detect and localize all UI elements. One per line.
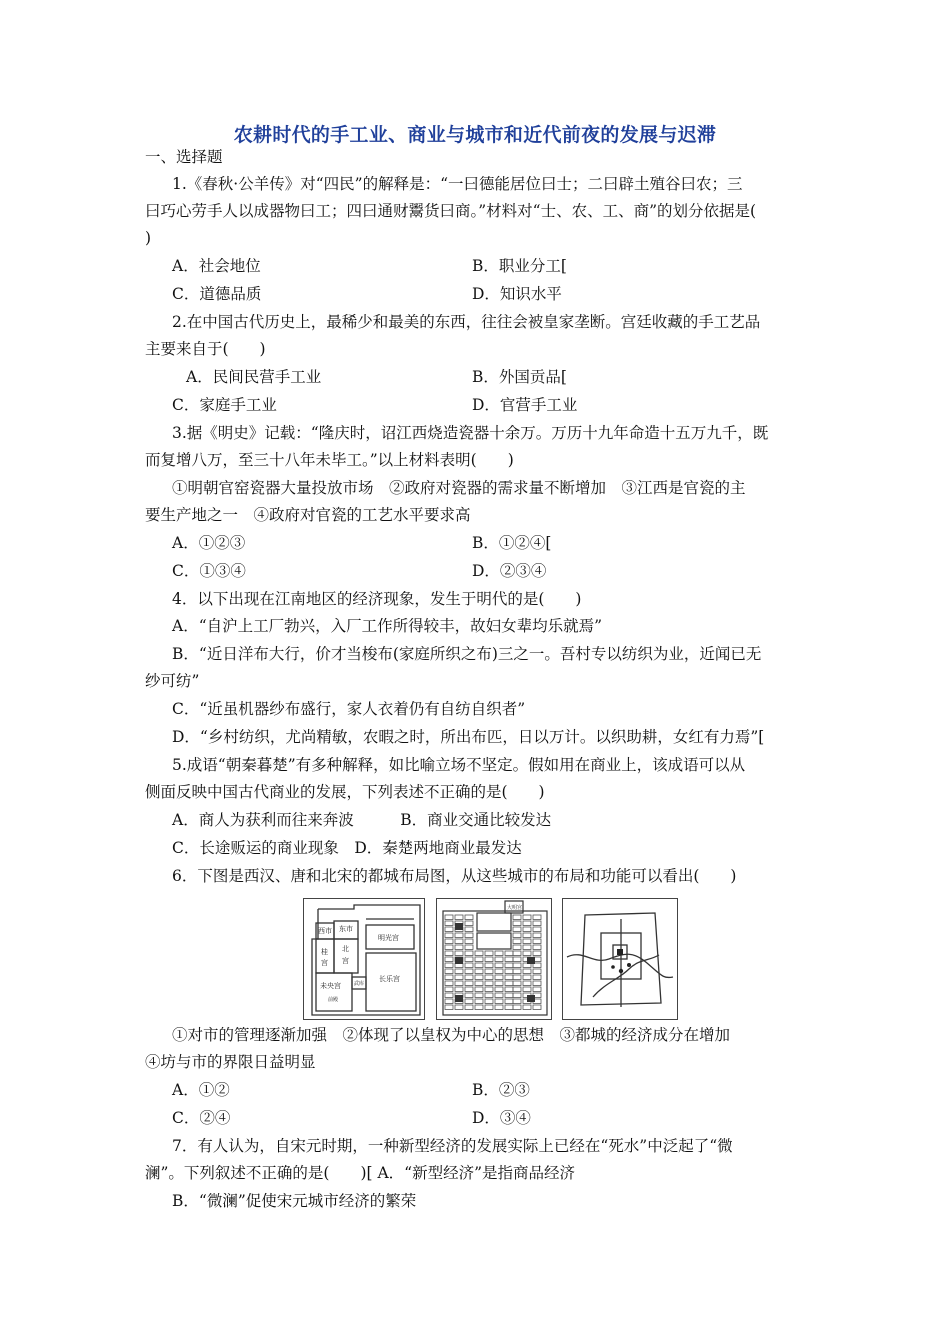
ward-block [465,939,473,944]
q5-stem: 侧面反映中国古代商业的发展，下列表述不正确的是( ) [145,783,545,801]
ward-block [445,939,453,944]
ward-block [455,1005,463,1010]
q3-option-a: A．①②③ [172,534,246,552]
q7-stem: 澜”。下列叙述不正确的是( )[ A．“新型经济”是指商品经济 [145,1164,576,1182]
q3-option-c: C．①③④ [172,562,246,580]
ward-block [465,921,473,926]
ward-block [533,933,541,938]
q3-stem: 而复增八万，至三十八年未毕工。”以上材料表明( ) [145,451,514,469]
ward-block [523,915,531,920]
ward-block [455,981,463,986]
q2-stem: 2.在中国古代历史上，最稀少和最美的东西，往往会被皇家垄断。宫廷收藏的手工艺品 [172,313,761,331]
ward-block [475,1005,483,1010]
q1-option-a: A．社会地位 [172,257,261,275]
ward-block [533,1005,541,1010]
ward-block [445,999,453,1004]
ward-block [533,939,541,944]
ward-block [513,951,521,956]
ward-block [445,933,453,938]
ward-block [475,987,483,992]
ward-block [523,939,531,944]
ward-block [485,1005,493,1010]
ward-block [465,951,473,956]
ward-block [495,963,503,968]
ward-block [533,921,541,926]
ward-block [505,963,513,968]
ward-block [485,957,493,962]
ward-block [465,915,473,920]
q4-option-a: A．“自沪上工厂勃兴，入厂工作所得较丰，故妇女辈均乐就焉” [172,617,603,635]
ward-block [495,957,503,962]
ward-block [475,981,483,986]
q3-statements: ①明朝官窑瓷器大量投放市场 ②政府对瓷器的需求量不断增加 ③江西是官瓷的主 [172,479,746,497]
q4-option-b: 纱可纺” [145,672,200,690]
q4-option-d: D．“乡村纺织，尤尚精敏，农暇之时，所出布匹，日以万计。以织助耕，女红有力焉”[ [172,728,765,746]
q6-stem: 6．下图是西汉、唐和北宋的都城布局图，从这些城市的布局和功能可以看出( ) [172,867,737,885]
ward-block [523,987,531,992]
ward-block [445,1005,453,1010]
map-label-mingguang: 明光宫 [378,934,399,942]
ward-block [465,927,473,932]
map-label-dongshi: 东市 [339,925,353,933]
q4-option-b: B．“近日洋布大行，价才当梭布(家庭所织之布)三之一。吾村专以纺织为业，近闻已无 [172,645,762,663]
ward-block [495,999,503,1004]
map-label-gong: 宫 [342,957,349,965]
ward-block [465,1005,473,1010]
ward-block [485,975,493,980]
ward-block [533,951,541,956]
ward-block [445,969,453,974]
ward-block [445,927,453,932]
q4-stem: 4．以下出现在江南地区的经济现象，发生于明代的是( ) [172,590,582,608]
ward-block [445,975,453,980]
q1-option-b: B．职业分工[ [472,257,567,275]
ward-block [455,915,463,920]
ward-block [533,915,541,920]
ward-block [513,915,521,920]
map-label-gui: 桂 [321,948,328,956]
q2-option-c: C．家庭手工业 [172,396,277,414]
ward-block [485,993,493,998]
changan-han-map [303,898,425,1020]
section-heading: 一、选择题 [145,148,223,166]
ward-block [533,975,541,980]
ward-block [445,921,453,926]
ward-block [513,963,521,968]
ward-block [475,969,483,974]
ward-block [495,981,503,986]
ward-block [533,927,541,932]
ward-block [513,981,521,986]
ward-block [485,951,493,956]
capital-layout-figures [303,898,679,1020]
ward-block [445,987,453,992]
q1-stem: 1.《春秋·公羊传》对“四民”的解释是：“一曰德能居位曰士；二曰辟土殖谷曰农；三 [172,175,743,193]
ward-block [513,921,521,926]
q2-stem: 主要来自于( ) [145,340,266,358]
ward-block [495,975,503,980]
q6-option-c: C．②④ [172,1109,231,1127]
ward-block [523,951,531,956]
q4-option-c: C．“近虽机器纱布盛行，家人衣着仍有自纺自织者” [172,700,526,718]
ward-block [505,981,513,986]
q6-option-d: D．③④ [472,1109,531,1127]
changan-tang-map [436,898,552,1020]
ward-block [505,969,513,974]
map-label-changle: 长乐宫 [379,975,400,983]
ward-block [465,999,473,1004]
ward-block [533,969,541,974]
kaifeng-song-map [562,898,678,1020]
q3-option-d: D．②③④ [472,562,547,580]
ward-block [465,957,473,962]
ward-block [495,1005,503,1010]
ward-block [495,951,503,956]
ward-block [465,993,473,998]
map-label-wuku: 武库 [354,981,365,987]
ward-block [455,969,463,974]
ward-block [523,927,531,932]
ward-block [465,945,473,950]
ward-block [513,999,521,1004]
ward-block [475,957,483,962]
ward-block [513,975,521,980]
q6-option-a: A．①② [172,1081,230,1099]
ward-block [523,945,531,950]
ward-block [445,945,453,950]
ward-block [523,975,531,980]
ward-block [465,969,473,974]
q3-stem: 3.据《明史》记载：“隆庆时，诏江西烧造瓷器十余万。万历十九年命造十五万九千，既 [172,424,769,442]
q1-stem: ) [145,229,152,247]
map-label-qiandian: 前殿 [328,997,339,1003]
ward-block [455,939,463,944]
ward-block [465,987,473,992]
q7-stem: 7．有人认为，自宋元时期，一种新型经济的发展实际上已经在“死水”中泛起了“微 [172,1137,733,1155]
ward-block [505,975,513,980]
ward-block [455,945,463,950]
ward-block [465,933,473,938]
ward-block [485,969,493,974]
q5-options-ab: A．商人为获利而往来奔波 B．商业交通比较发达 [172,811,552,829]
ward-block [523,921,531,926]
q6-option-b: B．②③ [472,1081,530,1099]
q7-option-b: B．“微澜”促使宋元城市经济的繁荣 [172,1192,417,1210]
ward-block [513,927,521,932]
q2-option-d: D．官营手工业 [472,396,578,414]
q3-option-b: B．①②④[ [472,534,552,552]
q5-stem: 5.成语“朝秦暮楚”有多种解释，如比喻立场不坚定。假如用在商业上，该成语可以从 [172,756,746,774]
ward-block [475,999,483,1004]
q2-option-a: A．民间民营手工业 [186,368,322,386]
ward-block [455,987,463,992]
ward-block [465,981,473,986]
ward-block [505,1005,513,1010]
ward-block [505,957,513,962]
ward-block [485,963,493,968]
q1-option-c: C．道德品质 [172,285,262,303]
map-label-bei: 北 [342,945,349,953]
ward-block [523,969,531,974]
ward-block [513,987,521,992]
ward-block [445,951,453,956]
ward-block [475,963,483,968]
ward-block [505,951,513,956]
map-label-daminggong: 大明宫 [507,905,523,911]
ward-block [445,915,453,920]
ward-block [505,999,513,1004]
ward-block [475,993,483,998]
ward-block [513,993,521,998]
ward-block [505,987,513,992]
q1-option-d: D．知识水平 [472,285,562,303]
ward-block [533,981,541,986]
ward-block [513,933,521,938]
ward-block [465,975,473,980]
q3-statements: 要生产地之一 ④政府对官瓷的工艺水平要求高 [145,506,471,524]
ward-block [505,993,513,998]
ward-block [495,969,503,974]
q5-options-cd: C．长途贩运的商业现象 D．秦楚两地商业最发达 [172,839,522,857]
ward-block [523,933,531,938]
ward-block [533,945,541,950]
map-label-xishi: 西市 [318,927,332,935]
ward-block [445,957,453,962]
ward-block [485,987,493,992]
ward-block [455,951,463,956]
ward-block [495,987,503,992]
ward-block [455,933,463,938]
map-label-weiyang: 未央宫 [320,982,341,990]
ward-block [485,999,493,1004]
ward-block [513,945,521,950]
ward-block [533,987,541,992]
ward-block [485,981,493,986]
ward-block [513,939,521,944]
ward-block [513,957,521,962]
ward-block [523,1005,531,1010]
ward-block [513,969,521,974]
q6-statements: ④坊与市的界限日益明显 [145,1053,316,1071]
ward-block [445,963,453,968]
q1-stem: 曰巧心劳手人以成器物曰工；四曰通财鬻货曰商。”材料对“士、农、工、商”的划分依据是( [145,202,757,220]
ward-block [445,981,453,986]
q6-statements: ①对市的管理逐渐加强 ②体现了以皇权为中心的思想 ③都城的经济成分在增加 [172,1026,731,1044]
ward-block [475,951,483,956]
ward-block [465,963,473,968]
map-label-gong: 宫 [321,959,328,967]
page-title: 农耕时代的手工业、商业与城市和近代前夜的发展与迟滞 [233,124,717,146]
ward-block [475,975,483,980]
ward-block [455,975,463,980]
ward-block [445,993,453,998]
ward-block [513,1005,521,1010]
ward-block [495,993,503,998]
q2-option-b: B．外国贡品[ [472,368,567,386]
ward-block [523,981,531,986]
